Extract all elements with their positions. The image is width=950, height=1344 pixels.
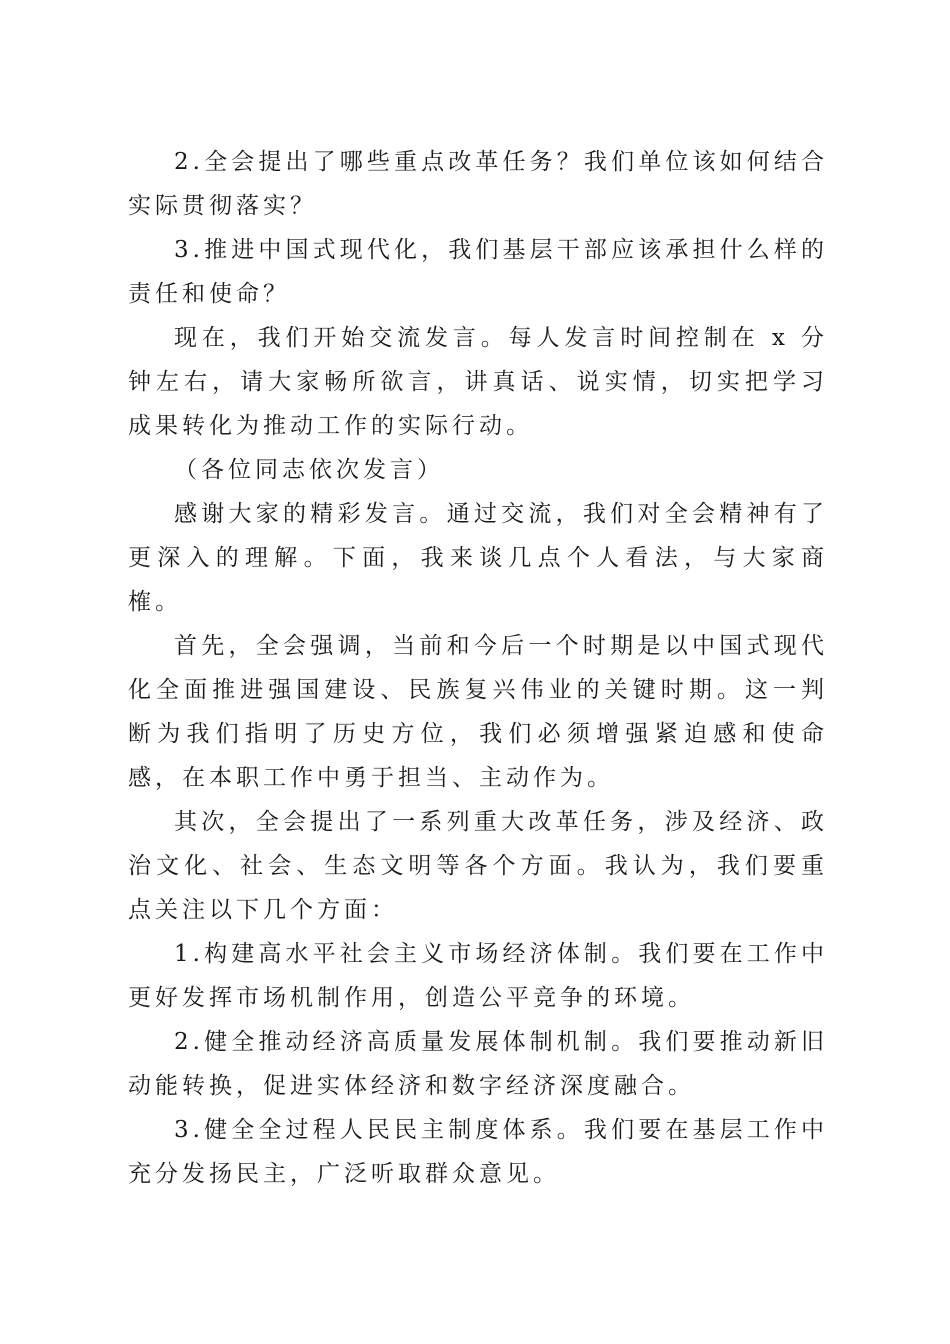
- document-body: [128, 140, 828, 1196]
- paragraph-discussion-intro: 现在，我们开始交流发言。每人发言时间控制在 x 分钟左右，请大家畅所欲言，讲真话、说实情，切实把学习成果转化为推动工作的实际行动。: [128, 325, 828, 439]
- paragraph-speaking-note: （各位同志依次发言）: [174, 457, 444, 483]
- paragraph-item-3: 3.健全全过程人民民主制度体系。我们要在基层工作中充分发扬民主，广泛听取群众意见。: [128, 1117, 828, 1187]
- paragraph-item-1: 1.构建高水平社会主义市场经济体制。我们要在工作中更好发挥市场机制作用，创造公平竞争的环境。: [128, 941, 828, 1011]
- paragraph-question-2: 2.全会提出了哪些重点改革任务？我们单位该如何结合实际贯彻落实？: [128, 149, 828, 219]
- paragraph-question-3: 3.推进中国式现代化，我们基层干部应该承担什么样的责任和使命？: [128, 237, 828, 307]
- paragraph-first-point: 首先，全会强调，当前和今后一个时期是以中国式现代化全面推进强国建设、民族复兴伟业的关键时期。这一判断为我们指明了历史方位，我们必须增强紧迫感和使命感，在本职工作中勇于担当、主动作为。: [128, 633, 828, 791]
- paragraph-item-2: 2.健全推动经济高质量发展体制机制。我们要推动新旧动能转换，促进实体经济和数字经济深度融合。: [128, 1029, 828, 1099]
- paragraph-thanks: 感谢大家的精彩发言。通过交流，我们对全会精神有了更深入的理解。下面，我来谈几点个人看法，与大家商榷。: [128, 501, 828, 615]
- paragraph-second-point: 其次，全会提出了一系列重大改革任务，涉及经济、政治文化、社会、生态文明等各个方面。我认为，我们要重点关注以下几个方面：: [128, 809, 828, 923]
